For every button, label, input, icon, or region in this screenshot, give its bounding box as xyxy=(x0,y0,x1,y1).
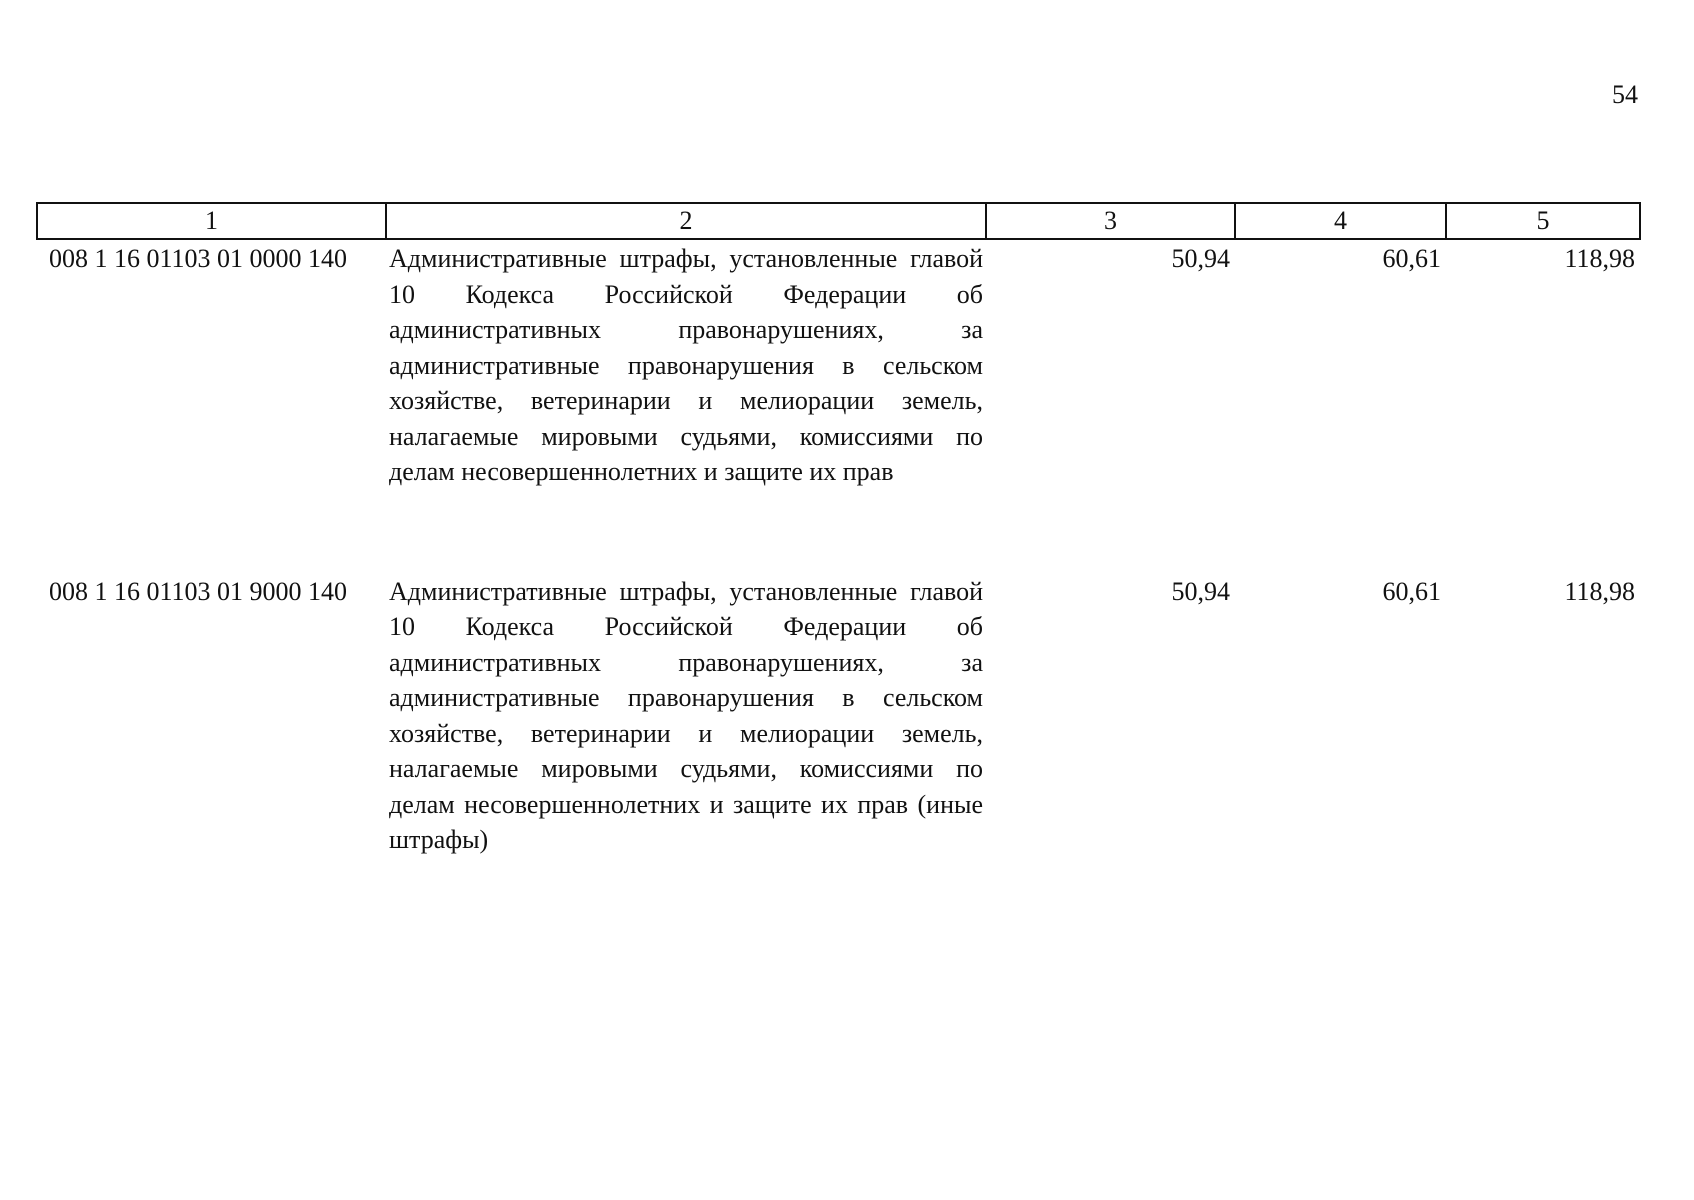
header-row xyxy=(37,203,1640,239)
row-code: 008 1 16 01103 01 9000 140 xyxy=(49,576,348,606)
page-number: 54 xyxy=(1612,80,1638,109)
row-description: Административные штрафы, установленные главой 10 Кодекса Российской Федерации об административных правонарушениях, за административные правонарушения в сельском хозяйстве, ветеринарии и мелиорации земель, налагаемые мировыми судьями, комиссиями по делам несовершеннолетних и защите их прав xyxy=(389,244,983,486)
header-col-2: 2 xyxy=(386,203,986,239)
header-col-3: 3 xyxy=(986,203,1235,239)
header-col-1: 1 xyxy=(37,203,386,239)
row-value-col3: 50,94 xyxy=(1171,244,1230,273)
row-value-col4: 60,61 xyxy=(1382,576,1441,606)
table-row xyxy=(37,573,1640,858)
header-col-5: 5 xyxy=(1446,203,1640,239)
table-row xyxy=(37,239,1640,573)
row-value-col5: 118,98 xyxy=(1564,576,1635,606)
table-body xyxy=(37,239,1640,858)
header-col-4: 4 xyxy=(1235,203,1446,239)
row-description: Административные штрафы, установленные главой 10 Кодекса Российской Федерации об административных правонарушениях, за административные правонарушения в сельском хозяйстве, ветеринарии и мелиорации земель, налагаемые мировыми судьями, комиссиями по делам несовершеннолетних и защите их прав (иные штрафы) xyxy=(389,576,983,854)
revenue-table xyxy=(36,202,1641,858)
row-value-col5: 118,98 xyxy=(1564,244,1635,273)
row-value-col4: 60,61 xyxy=(1382,244,1441,273)
table-header xyxy=(37,203,1640,239)
row-code: 008 1 16 01103 01 0000 140 xyxy=(49,244,348,273)
row-value-col3: 50,94 xyxy=(1171,576,1230,606)
